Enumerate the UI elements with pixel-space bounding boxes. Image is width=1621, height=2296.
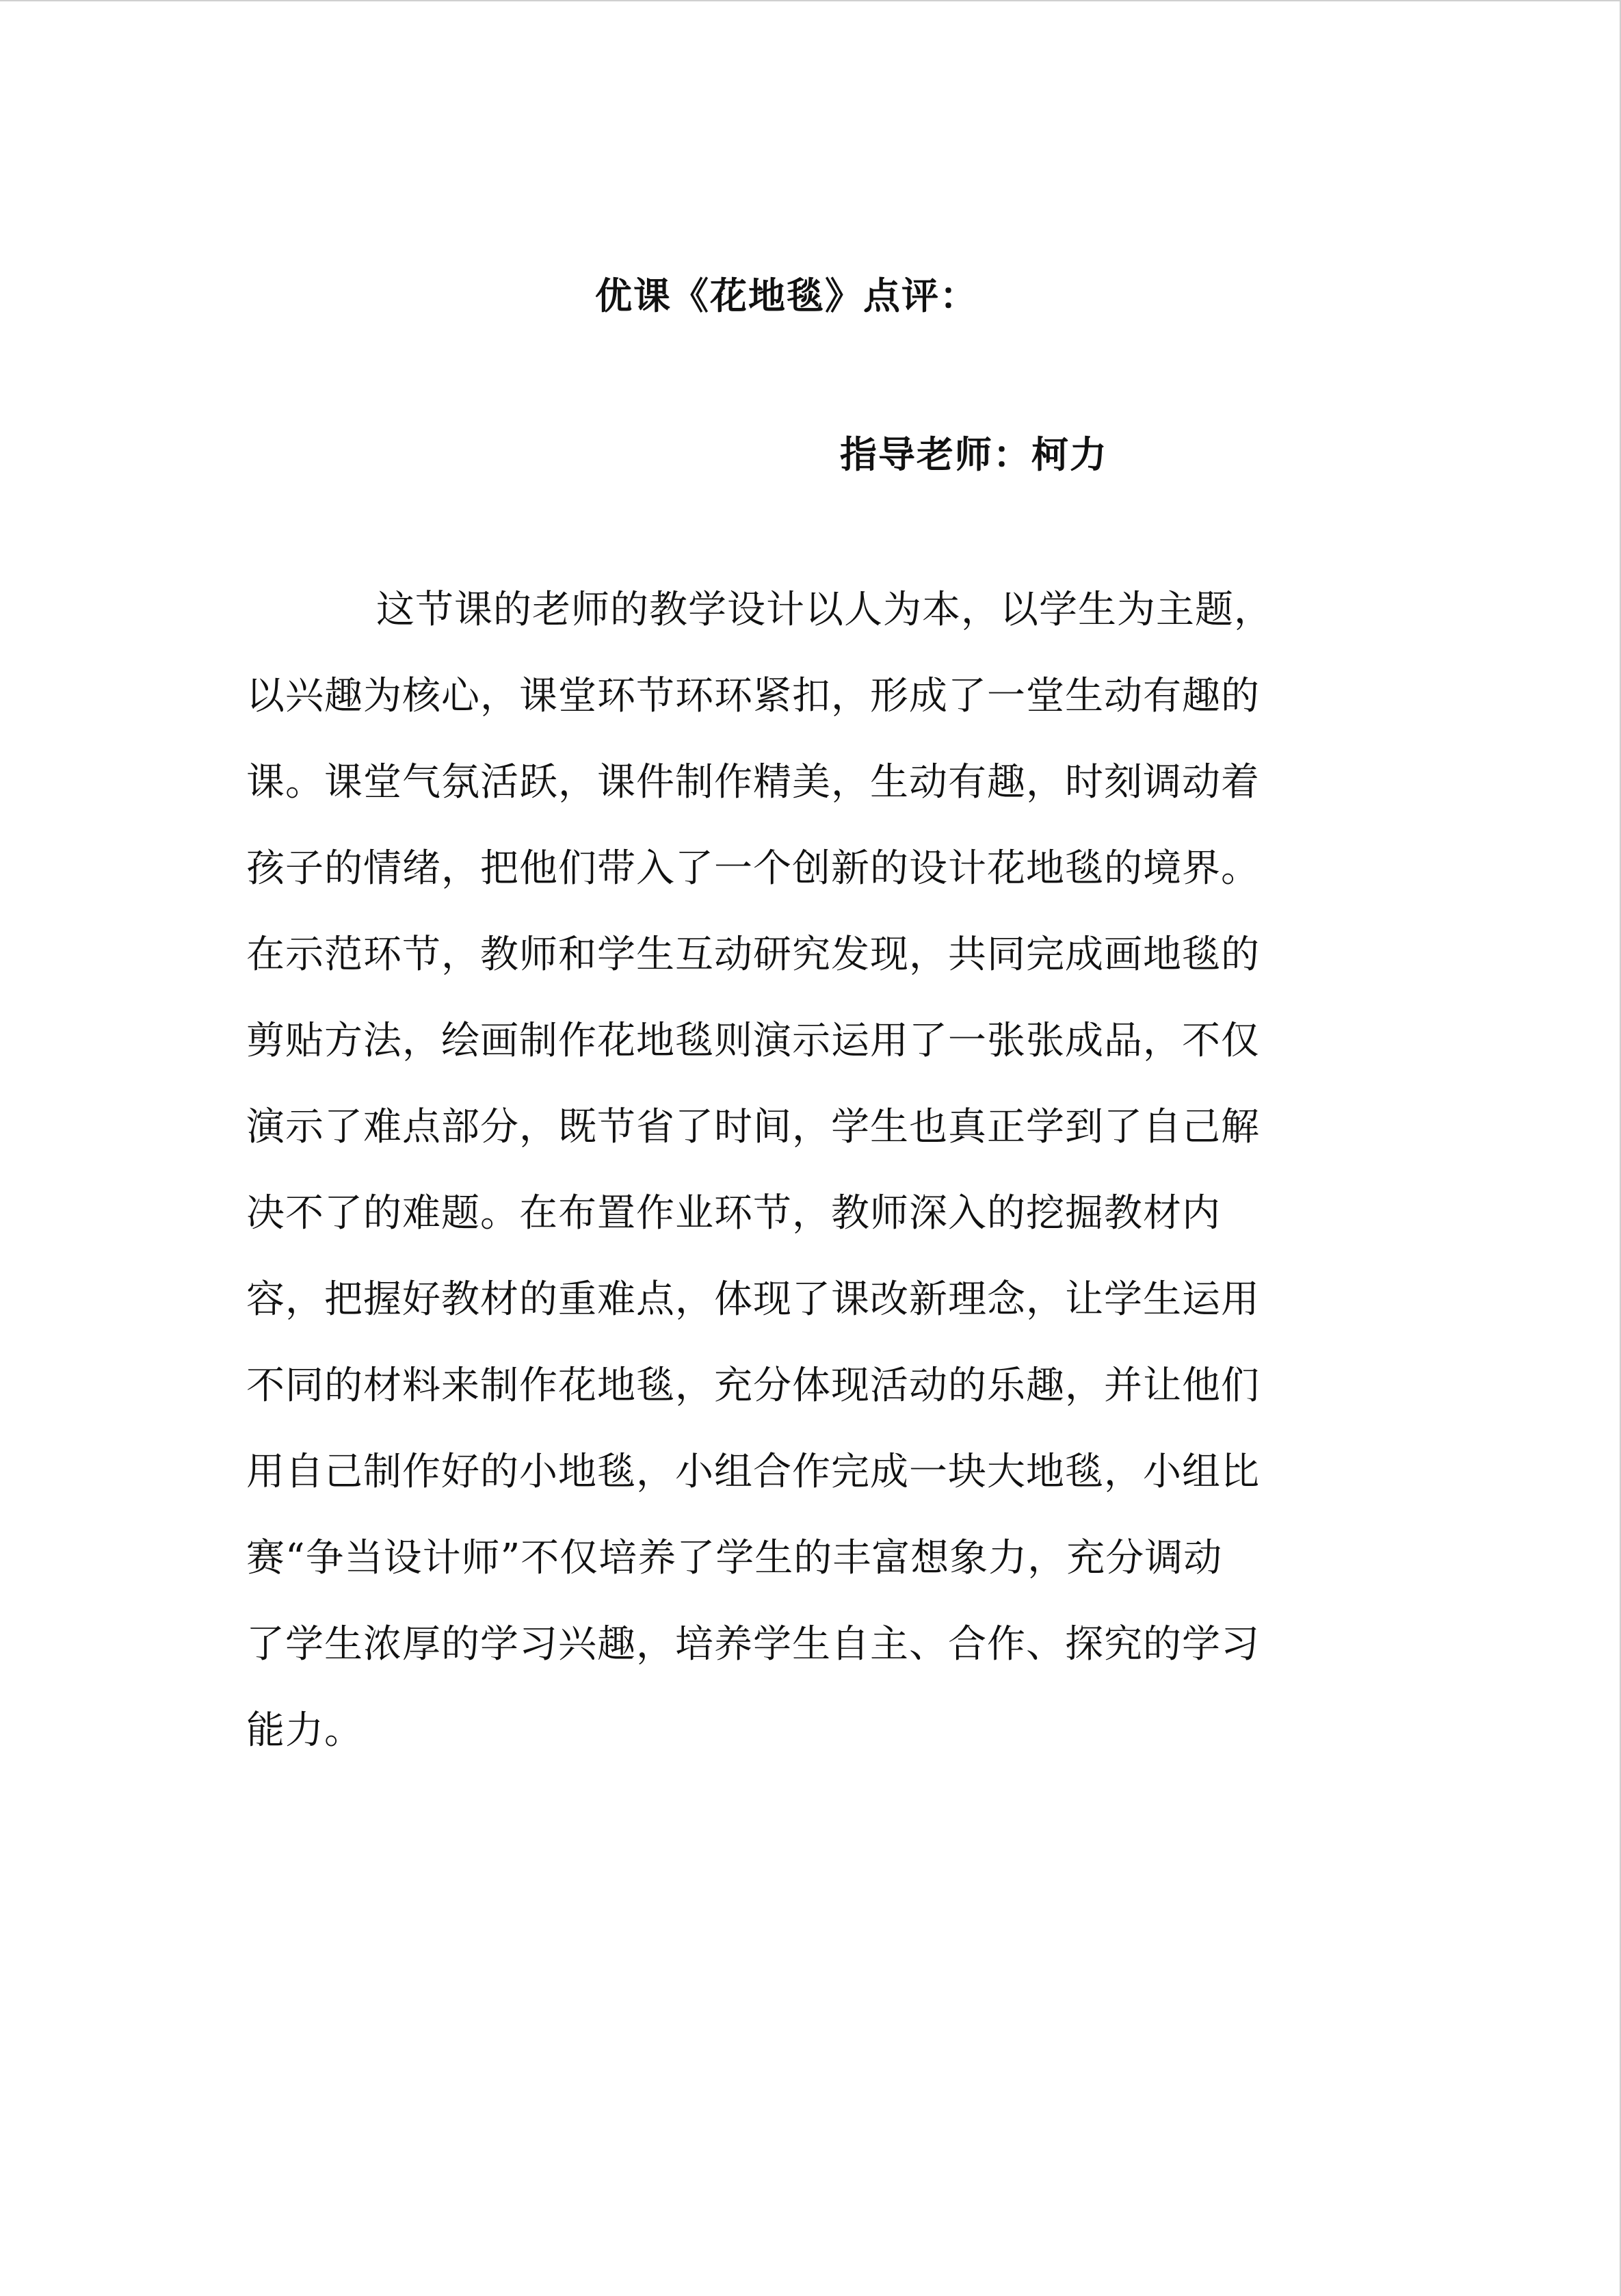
paragraph-line: 这节课的老师的教学设计以人为本，以学生为主题，: [376, 588, 1273, 632]
review-paragraph: [246, 576, 1320, 1783]
author-line: 指导老师：柯力: [840, 432, 1108, 476]
paragraph-line: 课。课堂气氛活跃，课件制作精美，生动有趣，时刻调动着: [246, 760, 1260, 805]
paragraph-line: 能力。: [246, 1708, 363, 1753]
paragraph-line: 不同的材料来制作花地毯，充分体现活动的乐趣，并让他们: [246, 1364, 1260, 1408]
paragraph-line: 容，把握好教材的重难点，体现了课改新理念，让学生运用: [246, 1277, 1260, 1322]
paragraph-line: 赛“争当设计师”不仅培养了学生的丰富想象力，充分调动: [246, 1536, 1223, 1580]
paragraph-line: 孩子的情绪，把他们带入了一个创新的设计花地毯的境界。: [246, 846, 1260, 891]
paragraph-line: 剪贴方法，绘画制作花地毯则演示运用了一张张成品，不仅: [246, 1019, 1260, 1063]
paragraph-line: 演示了难点部分，既节省了时间，学生也真正学到了自己解: [246, 1105, 1260, 1149]
document-title: 优课《花地毯》点评：: [595, 274, 978, 317]
paragraph-line: 了学生浓厚的学习兴趣，培养学生自主、合作、探究的学习: [246, 1622, 1260, 1667]
paragraph-line: 用自己制作好的小地毯，小组合作完成一块大地毯，小组比: [246, 1450, 1260, 1494]
paragraph-line: 在示范环节，教师和学生互动研究发现，共同完成画地毯的: [246, 932, 1260, 977]
paragraph-line: 以兴趣为核心，课堂环节环环紧扣，形成了一堂生动有趣的: [246, 674, 1260, 718]
paragraph-line: 决不了的难题。在布置作业环节，教师深入的挖掘教材内: [246, 1191, 1221, 1236]
